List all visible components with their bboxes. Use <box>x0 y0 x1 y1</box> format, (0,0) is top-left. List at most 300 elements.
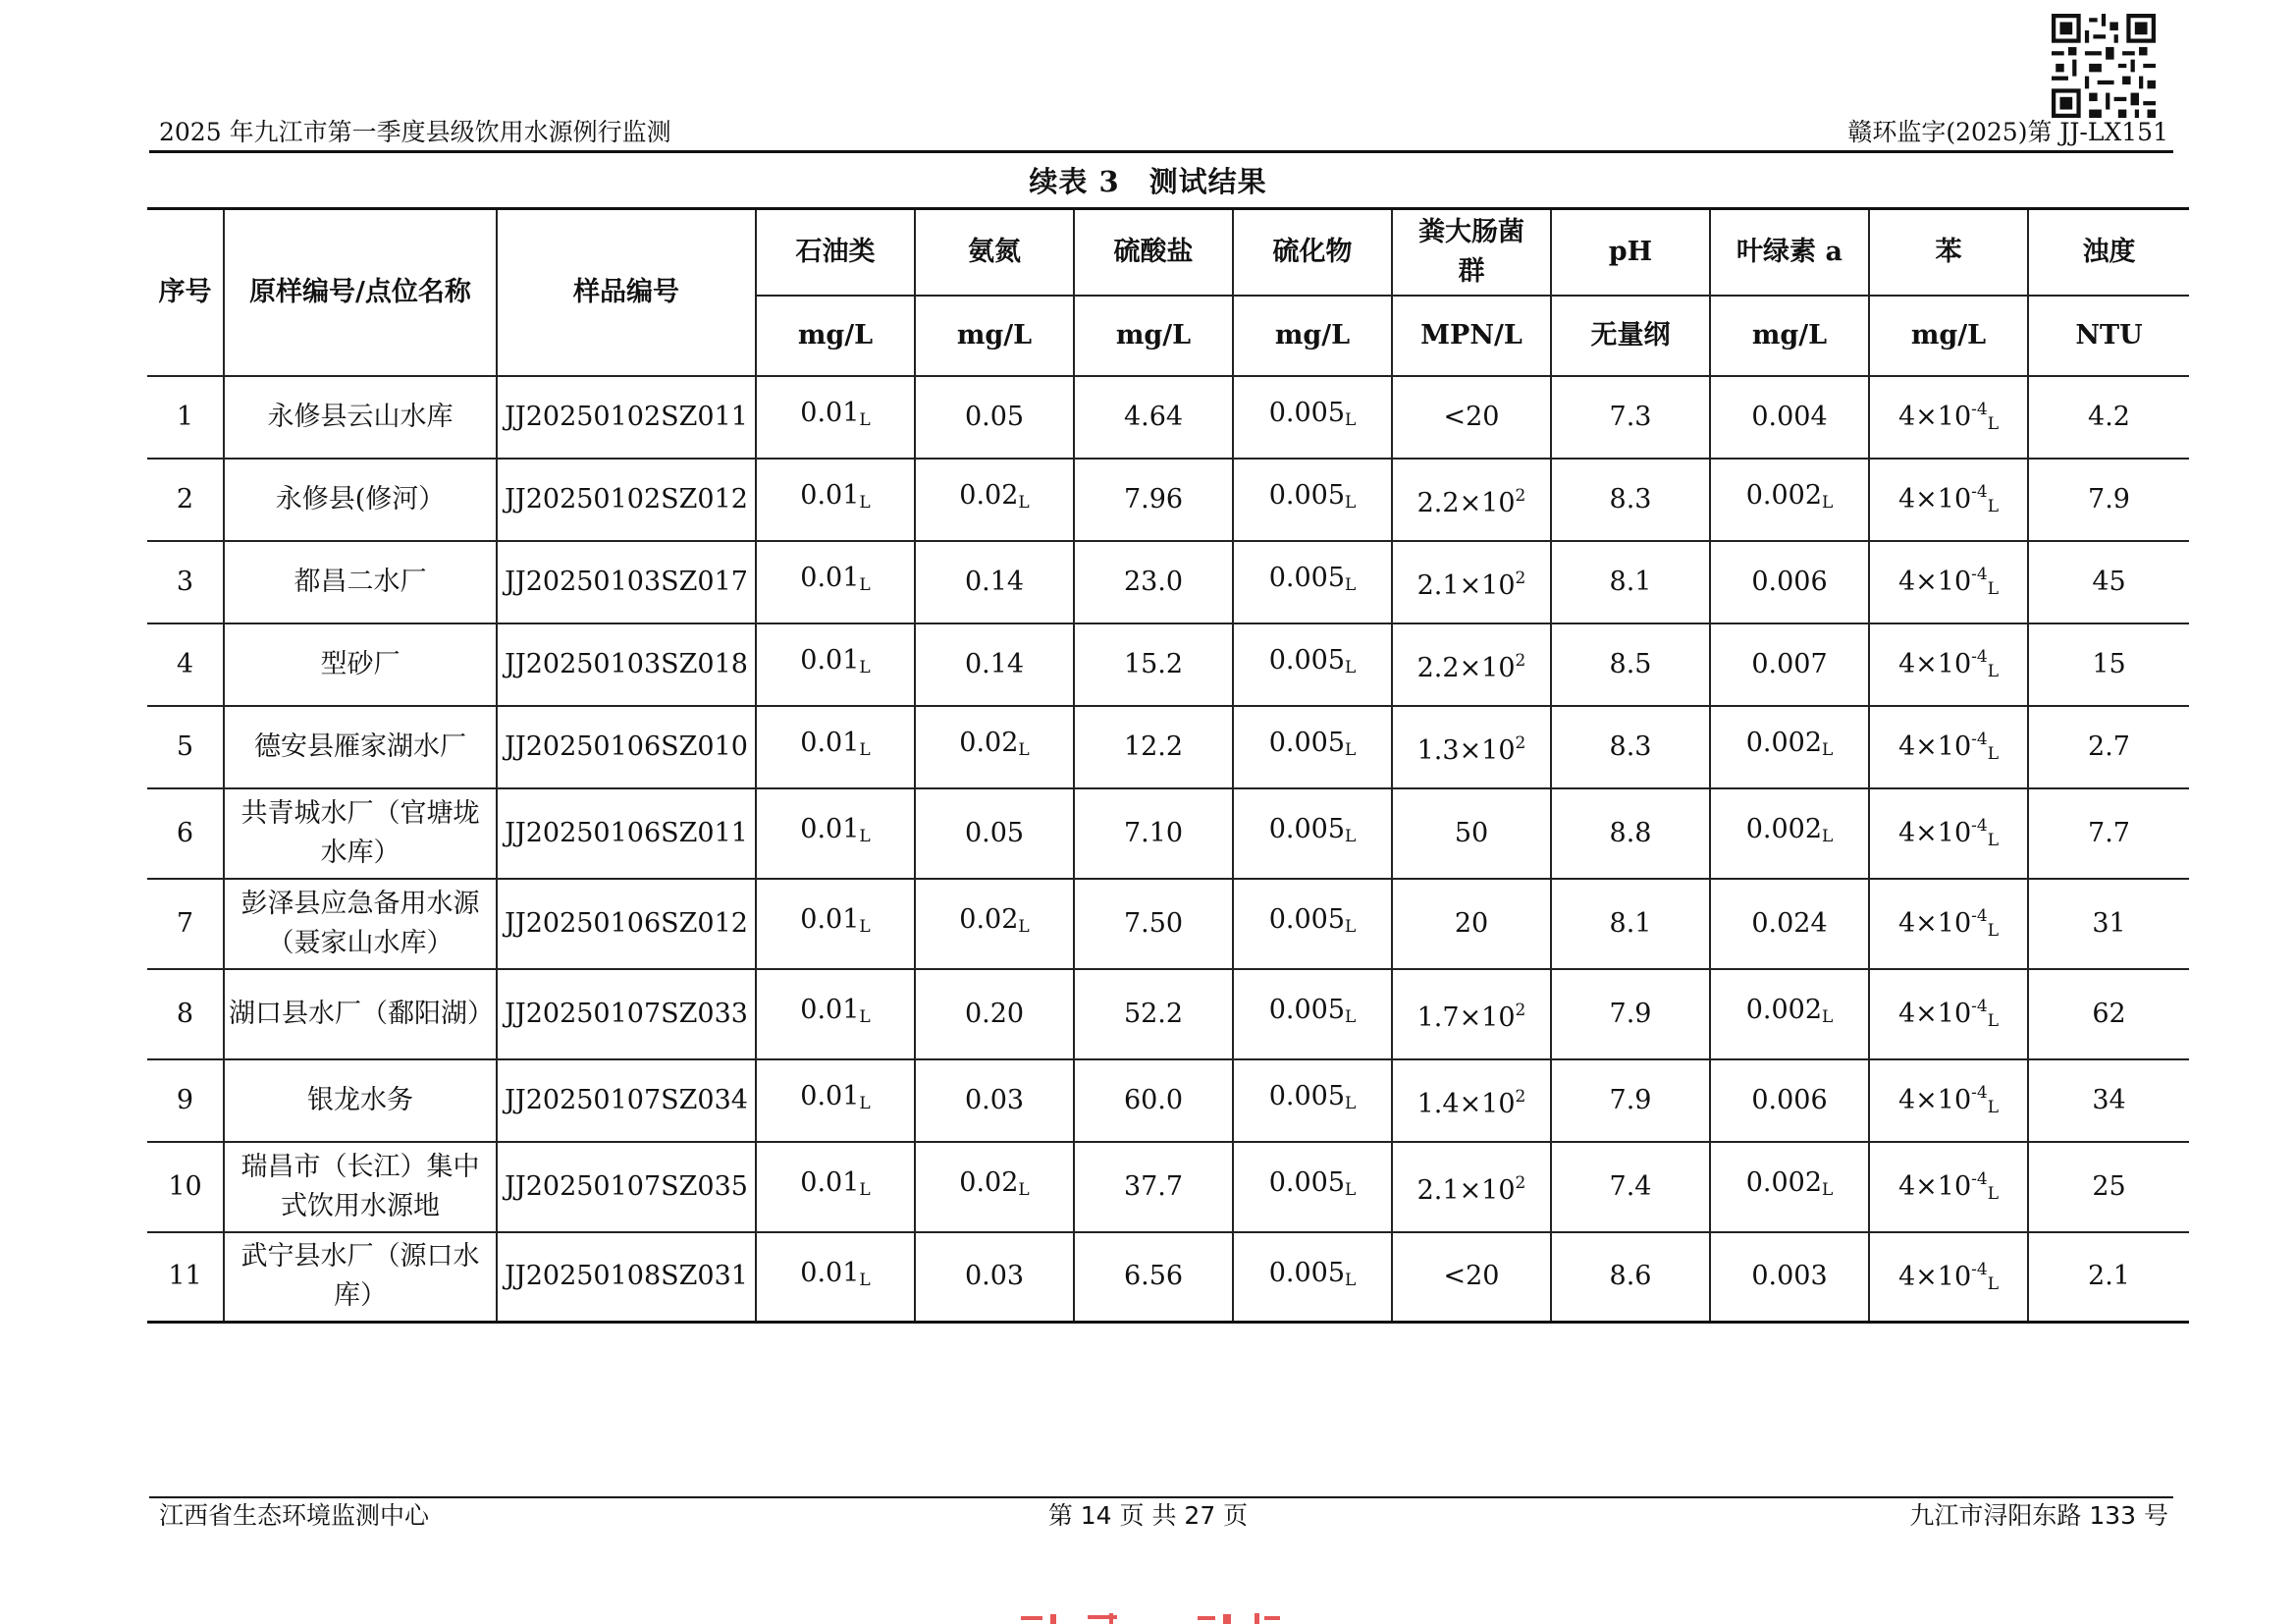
cell-coli-value: 20 <box>1454 907 1489 939</box>
cell-s2-value: 0.005 <box>1268 480 1345 511</box>
cell-index-value: 1 <box>176 401 194 432</box>
cell-benz-value: 4×10 <box>1897 1085 1972 1115</box>
below-limit-mark: L <box>1345 575 1357 595</box>
cell-so4-value: 23.0 <box>1123 566 1184 597</box>
cell-nh3-value: 0.05 <box>964 401 1025 432</box>
cell-turb <box>2028 376 2189 459</box>
cell-ph-value: 7.9 <box>1609 998 1652 1029</box>
cell-coli <box>1392 879 1551 969</box>
cell-benz-value: 4×10 <box>1897 908 1972 939</box>
exponent: -4 <box>1971 816 1988 836</box>
cell-chla-value: 0.007 <box>1751 648 1828 679</box>
header-location: 原样编号/点位名称 <box>224 209 497 376</box>
header-param: 石油类 <box>756 209 915 296</box>
cell-coli <box>1392 459 1551 541</box>
cell-sample-id <box>497 706 756 788</box>
cell-turb-value: 4.2 <box>2088 401 2130 432</box>
cell-sample-id-value: JJ20250106SZ011 <box>505 817 748 848</box>
cell-index-value: 2 <box>176 483 194 514</box>
cell-oil <box>756 788 915 879</box>
cell-nh3-value: 0.02 <box>959 728 1019 758</box>
below-limit-mark: L <box>1987 662 2000 681</box>
below-limit-mark: L <box>1345 1270 1357 1290</box>
cell-chla-value: 0.002 <box>1745 728 1822 758</box>
below-limit-mark: L <box>1018 740 1030 760</box>
cell-coli-value: 1.3×10 <box>1416 734 1516 766</box>
cell-coli <box>1392 1232 1551 1323</box>
cell-location <box>224 1059 497 1142</box>
results-body <box>147 376 2189 1323</box>
below-limit-mark: L <box>1345 1180 1357 1200</box>
cell-oil-value: 0.01 <box>800 995 860 1025</box>
cell-index-value: 9 <box>176 1084 194 1115</box>
below-limit-mark: L <box>1987 744 2000 764</box>
cell-location <box>224 1142 497 1232</box>
cell-coli <box>1392 788 1551 879</box>
cell-coli <box>1392 623 1551 706</box>
table-row <box>147 1059 2189 1142</box>
cell-benz <box>1869 376 2028 459</box>
cell-coli-value: 2.1×10 <box>1416 569 1516 601</box>
cell-ph-value: 8.6 <box>1609 1261 1652 1292</box>
cell-ph <box>1551 1232 1710 1323</box>
cell-oil-value: 0.01 <box>800 563 860 593</box>
cell-s2 <box>1233 879 1392 969</box>
cell-ph-value: 7.3 <box>1609 401 1652 432</box>
cell-sample-id <box>497 969 756 1059</box>
cell-oil <box>756 879 915 969</box>
footer-organization: 江西省生态环境监测中心 <box>159 1501 430 1530</box>
cell-index-value: 4 <box>176 648 194 679</box>
table-caption: 续表 3 测试结果 <box>1029 165 1267 198</box>
below-limit-mark: L <box>859 740 871 760</box>
exponent: -4 <box>1971 906 1988 926</box>
header-unit: mg/L <box>1869 296 2028 376</box>
cell-benz <box>1869 541 2028 623</box>
cell-sample-id-value: JJ20250107SZ035 <box>505 1170 748 1202</box>
cell-chla-value: 0.004 <box>1751 401 1828 432</box>
cell-location-value: 武宁县水厂（源口水库） <box>240 1241 480 1312</box>
cell-nh3 <box>915 879 1074 969</box>
table-row <box>147 459 2189 541</box>
cell-nh3 <box>915 788 1074 879</box>
table-row <box>147 541 2189 623</box>
cell-benz-value: 4×10 <box>1897 731 1972 762</box>
cell-sample-id-value: JJ20250102SZ012 <box>505 483 748 514</box>
cell-oil-value: 0.01 <box>800 728 860 758</box>
cell-index-value: 11 <box>168 1261 202 1292</box>
cell-so4 <box>1074 706 1233 788</box>
cell-so4 <box>1074 1142 1233 1232</box>
below-limit-mark: L <box>1987 579 2000 599</box>
exponent: 2 <box>1515 1086 1526 1107</box>
cell-so4 <box>1074 459 1233 541</box>
table-row <box>147 623 2189 706</box>
cell-s2-value: 0.005 <box>1268 1081 1345 1111</box>
cell-turb-value: 25 <box>2092 1170 2126 1202</box>
cell-location <box>224 969 497 1059</box>
cell-ph <box>1551 1142 1710 1232</box>
cell-oil <box>756 541 915 623</box>
header-param: 硫化物 <box>1233 209 1392 296</box>
below-limit-mark: L <box>859 493 871 513</box>
cell-turb <box>2028 1142 2189 1232</box>
cell-chla-value: 0.002 <box>1745 814 1822 844</box>
cell-chla <box>1710 541 1869 623</box>
cell-benz <box>1869 706 2028 788</box>
cell-coli-value: 1.7×10 <box>1416 1001 1516 1033</box>
cell-so4 <box>1074 879 1233 969</box>
header-param: 浊度 <box>2028 209 2189 296</box>
cell-ph <box>1551 879 1710 969</box>
cell-s2-value: 0.005 <box>1268 995 1345 1025</box>
cell-nh3 <box>915 969 1074 1059</box>
cell-so4-value: 4.64 <box>1123 401 1184 432</box>
cell-s2 <box>1233 623 1392 706</box>
cell-so4-value: 7.96 <box>1123 483 1184 514</box>
cell-benz-value: 4×10 <box>1897 649 1972 679</box>
below-limit-mark: L <box>1345 493 1357 513</box>
cell-index-value: 3 <box>176 566 194 597</box>
cell-ph <box>1551 1059 1710 1142</box>
cell-coli-value: 2.2×10 <box>1416 487 1516 518</box>
cell-sample-id-value: JJ20250103SZ017 <box>505 566 748 597</box>
cell-benz <box>1869 459 2028 541</box>
cell-s2 <box>1233 1232 1392 1323</box>
cell-sample-id <box>497 1142 756 1232</box>
cell-coli <box>1392 1059 1551 1142</box>
cell-benz-value: 4×10 <box>1897 1171 1972 1202</box>
below-limit-mark: L <box>1345 917 1357 937</box>
cell-chla-value: 0.006 <box>1751 566 1828 597</box>
cell-oil-value: 0.01 <box>800 1167 860 1198</box>
exponent: 2 <box>1515 650 1526 671</box>
below-limit-mark: L <box>1018 493 1030 513</box>
cell-so4 <box>1074 376 1233 459</box>
cell-index <box>147 1059 224 1142</box>
cell-chla-value: 0.024 <box>1751 907 1828 939</box>
cell-benz-value: 4×10 <box>1897 567 1972 597</box>
cell-chla <box>1710 459 1869 541</box>
page-number: 第 14 页 共 27 页 <box>1047 1501 1249 1530</box>
cell-sample-id <box>497 541 756 623</box>
cell-chla-value: 0.002 <box>1745 995 1822 1025</box>
cell-chla-value: 0.003 <box>1751 1261 1828 1292</box>
cell-index <box>147 459 224 541</box>
cell-coli-value: 50 <box>1454 817 1489 848</box>
cell-so4-value: 7.50 <box>1123 907 1184 939</box>
cell-turb <box>2028 623 2189 706</box>
exponent: 2 <box>1515 1000 1526 1020</box>
cell-s2 <box>1233 969 1392 1059</box>
cell-so4-value: 52.2 <box>1123 998 1184 1029</box>
footer-divider <box>149 1496 2173 1498</box>
exponent: -4 <box>1971 482 1988 502</box>
exponent: 2 <box>1515 1172 1526 1193</box>
cell-benz-value: 4×10 <box>1897 484 1972 514</box>
cell-turb-value: 34 <box>2092 1084 2126 1115</box>
cell-index <box>147 623 224 706</box>
below-limit-mark: L <box>859 1094 871 1113</box>
cell-location <box>224 623 497 706</box>
cell-turb <box>2028 788 2189 879</box>
cell-index-value: 6 <box>176 817 194 848</box>
cell-s2 <box>1233 376 1392 459</box>
cell-index <box>147 376 224 459</box>
cell-benz <box>1869 1142 2028 1232</box>
cell-sample-id-value: JJ20250108SZ031 <box>505 1261 748 1292</box>
cell-s2 <box>1233 541 1392 623</box>
below-limit-mark: L <box>859 1180 871 1200</box>
cell-ph-value: 8.1 <box>1609 907 1652 939</box>
header-unit: mg/L <box>915 296 1074 376</box>
below-limit-mark: L <box>1987 831 2000 850</box>
cell-oil <box>756 459 915 541</box>
below-limit-mark: L <box>1987 921 2000 941</box>
cell-turb <box>2028 1059 2189 1142</box>
cell-sample-id <box>497 1059 756 1142</box>
cell-sample-id <box>497 1232 756 1323</box>
cell-nh3-value: 0.14 <box>964 648 1025 679</box>
cell-so4-value: 12.2 <box>1123 731 1184 762</box>
exponent: -4 <box>1971 1259 1988 1279</box>
cell-nh3-value: 0.03 <box>964 1261 1025 1292</box>
header-param: 硫酸盐 <box>1074 209 1233 296</box>
header-param: 粪大肠菌群 <box>1392 209 1551 296</box>
cell-nh3 <box>915 541 1074 623</box>
cell-index-value: 5 <box>176 731 194 762</box>
cell-s2-value: 0.005 <box>1268 398 1345 428</box>
cell-chla-value: 0.006 <box>1751 1084 1828 1115</box>
cell-so4 <box>1074 969 1233 1059</box>
below-limit-mark: L <box>1987 1273 2000 1294</box>
below-limit-mark: L <box>1822 740 1834 760</box>
cell-so4 <box>1074 623 1233 706</box>
below-limit-mark: L <box>1822 1007 1834 1027</box>
cell-s2-value: 0.005 <box>1268 904 1345 935</box>
cell-oil <box>756 623 915 706</box>
header-param: pH <box>1551 209 1710 296</box>
cell-s2 <box>1233 1059 1392 1142</box>
cell-nh3 <box>915 1232 1074 1323</box>
cell-location <box>224 459 497 541</box>
cell-turb-value: 2.1 <box>2088 1261 2130 1292</box>
cell-index <box>147 706 224 788</box>
qr-code-icon <box>2052 14 2156 118</box>
cell-location <box>224 706 497 788</box>
cell-turb <box>2028 541 2189 623</box>
cell-index <box>147 879 224 969</box>
report-title: 2025 年九江市第一季度县级饮用水源例行监测 <box>159 118 671 146</box>
header-divider <box>149 150 2173 153</box>
cell-index <box>147 541 224 623</box>
cell-turb <box>2028 459 2189 541</box>
cell-ph <box>1551 376 1710 459</box>
cell-s2 <box>1233 459 1392 541</box>
below-limit-mark: L <box>1987 1184 2000 1204</box>
cell-chla <box>1710 788 1869 879</box>
cell-ph <box>1551 623 1710 706</box>
cell-sample-id-value: JJ20250103SZ018 <box>505 648 748 679</box>
cell-benz-value: 4×10 <box>1897 999 1972 1029</box>
cell-ph-value: 8.5 <box>1609 648 1652 679</box>
cell-benz-value: 4×10 <box>1897 1261 1972 1292</box>
exponent: 2 <box>1515 485 1526 506</box>
cell-ph-value: 7.4 <box>1609 1170 1652 1202</box>
cell-nh3 <box>915 376 1074 459</box>
cell-oil <box>756 1142 915 1232</box>
cell-oil-value: 0.01 <box>800 480 860 511</box>
cell-location-value: 都昌二水厂 <box>294 566 427 597</box>
cell-chla-value: 0.002 <box>1745 480 1822 511</box>
below-limit-mark: L <box>859 917 871 937</box>
cell-nh3-value: 0.14 <box>964 566 1025 597</box>
cell-turb <box>2028 1232 2189 1323</box>
cell-ph <box>1551 459 1710 541</box>
header-unit: mg/L <box>756 296 915 376</box>
header-unit: mg/L <box>1710 296 1869 376</box>
cell-sample-id-value: JJ20250106SZ012 <box>505 907 748 939</box>
below-limit-mark: L <box>859 827 871 846</box>
cell-s2 <box>1233 788 1392 879</box>
cell-turb-value: 45 <box>2092 566 2126 597</box>
cell-s2 <box>1233 706 1392 788</box>
cell-ph-value: 8.1 <box>1609 566 1652 597</box>
table-row <box>147 879 2189 969</box>
cell-benz <box>1869 1232 2028 1323</box>
header-unit: mg/L <box>1074 296 1233 376</box>
cell-index <box>147 1142 224 1232</box>
cell-so4-value: 60.0 <box>1123 1084 1184 1115</box>
exponent: -4 <box>1971 400 1988 419</box>
cell-s2-value: 0.005 <box>1268 563 1345 593</box>
cell-sample-id <box>497 879 756 969</box>
cell-nh3-value: 0.02 <box>959 1167 1019 1198</box>
cell-location-value: 德安县雁家湖水厂 <box>254 731 466 762</box>
cell-benz <box>1869 879 2028 969</box>
cell-oil-value: 0.01 <box>800 1081 860 1111</box>
cell-turb-value: 62 <box>2092 998 2126 1029</box>
cell-s2-value: 0.005 <box>1268 1167 1345 1198</box>
cell-location-value: 永修县云山水库 <box>267 401 454 432</box>
cell-chla <box>1710 623 1869 706</box>
cell-coli <box>1392 706 1551 788</box>
cell-oil-value: 0.01 <box>800 1257 860 1288</box>
cell-sample-id-value: JJ20250106SZ010 <box>505 731 748 762</box>
cell-index-value: 8 <box>176 998 194 1029</box>
cell-ph-value: 8.3 <box>1609 731 1652 762</box>
cell-turb-value: 7.7 <box>2088 817 2130 848</box>
cell-location-value: 瑞昌市（长江）集中式饮用水源地 <box>240 1151 480 1221</box>
cell-index <box>147 969 224 1059</box>
cell-so4 <box>1074 788 1233 879</box>
cell-oil-value: 0.01 <box>800 814 860 844</box>
cell-s2-value: 0.005 <box>1268 728 1345 758</box>
below-limit-mark: L <box>1345 1007 1357 1027</box>
cell-so4-value: 6.56 <box>1123 1261 1184 1292</box>
cell-coli <box>1392 1142 1551 1232</box>
cell-location-value: 湖口县水厂（鄱阳湖） <box>229 998 494 1029</box>
below-limit-mark: L <box>1822 493 1834 513</box>
cell-benz-value: 4×10 <box>1897 818 1972 848</box>
cell-turb-value: 15 <box>2092 648 2126 679</box>
cell-oil <box>756 376 915 459</box>
exponent: -4 <box>1971 997 1988 1016</box>
cell-chla <box>1710 1232 1869 1323</box>
cell-benz <box>1869 1059 2028 1142</box>
cell-coli-value: 2.2×10 <box>1416 652 1516 683</box>
cell-ph-value: 7.9 <box>1609 1084 1652 1115</box>
cell-turb <box>2028 969 2189 1059</box>
cell-s2-value: 0.005 <box>1268 1257 1345 1288</box>
cell-so4-value: 15.2 <box>1123 648 1184 679</box>
cell-turb <box>2028 706 2189 788</box>
cell-benz <box>1869 788 2028 879</box>
seal-stamp-icon <box>1001 1610 1315 1624</box>
exponent: -4 <box>1971 1169 1988 1189</box>
header-unit: NTU <box>2028 296 2189 376</box>
below-limit-mark: L <box>1018 917 1030 937</box>
below-limit-mark: L <box>1345 740 1357 760</box>
cell-oil <box>756 1232 915 1323</box>
cell-ph-value: 8.8 <box>1609 817 1652 848</box>
cell-coli-value: <20 <box>1443 401 1500 432</box>
cell-location <box>224 376 497 459</box>
footer-address: 九江市浔阳东路 133 号 <box>1909 1501 2168 1530</box>
exponent: 2 <box>1515 732 1526 753</box>
cell-ph <box>1551 706 1710 788</box>
cell-so4 <box>1074 541 1233 623</box>
cell-coli-value: <20 <box>1443 1261 1500 1292</box>
cell-s2-value: 0.005 <box>1268 645 1345 676</box>
cell-chla-value: 0.002 <box>1745 1167 1822 1198</box>
header-unit: MPN/L <box>1392 296 1551 376</box>
cell-oil <box>756 1059 915 1142</box>
cell-nh3-value: 0.02 <box>959 904 1019 935</box>
exponent: -4 <box>1971 565 1988 584</box>
cell-location-value: 银龙水务 <box>307 1084 413 1115</box>
cell-location-value: 彭泽县应急备用水源（聂家山水库） <box>240 888 480 958</box>
cell-turb-value: 7.9 <box>2088 483 2130 514</box>
cell-benz <box>1869 969 2028 1059</box>
cell-sample-id <box>497 623 756 706</box>
header-sample-id: 样品编号 <box>497 209 756 376</box>
cell-nh3-value: 0.03 <box>964 1084 1025 1115</box>
cell-index <box>147 1232 224 1323</box>
cell-oil-value: 0.01 <box>800 904 860 935</box>
below-limit-mark: L <box>1987 1011 2000 1031</box>
cell-so4-value: 37.7 <box>1123 1170 1184 1202</box>
cell-location-value: 永修县(修河） <box>275 483 446 514</box>
exponent: -4 <box>1971 730 1988 749</box>
cell-coli <box>1392 541 1551 623</box>
header-unit: mg/L <box>1233 296 1392 376</box>
below-limit-mark: L <box>1987 414 2000 434</box>
below-limit-mark: L <box>1987 1098 2000 1117</box>
below-limit-mark: L <box>1822 1180 1834 1200</box>
cell-nh3 <box>915 459 1074 541</box>
cell-chla <box>1710 1059 1869 1142</box>
cell-chla <box>1710 706 1869 788</box>
cell-ph <box>1551 788 1710 879</box>
below-limit-mark: L <box>859 658 871 677</box>
cell-oil <box>756 706 915 788</box>
cell-nh3-value: 0.02 <box>959 480 1019 511</box>
cell-location <box>224 1232 497 1323</box>
cell-location-value: 型砂厂 <box>320 648 400 679</box>
table-row <box>147 788 2189 879</box>
below-limit-mark: L <box>1018 1180 1030 1200</box>
